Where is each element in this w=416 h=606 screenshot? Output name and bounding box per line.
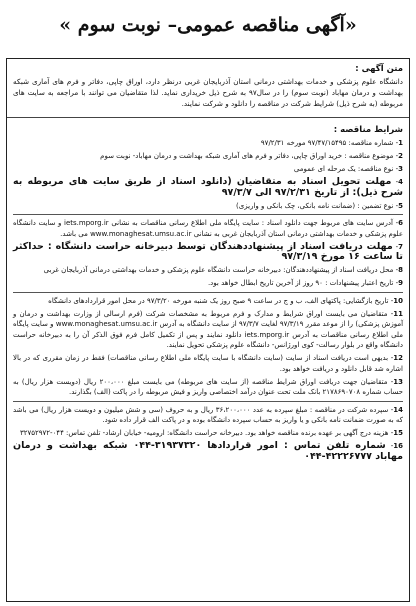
condition-item: 8- محل دریافت اسناد از پیشنهاددهندگان: دبیرخانه حراست دانشگاه علوم پزشکی و خدمات بهداشتی درمانی آذربایجان غربی: [43, 266, 403, 274]
condition-item: 7- مهلت دریافت اسناد از پیشنهاددهندگان توسط دبیرخانه حراست دانشگاه : حداکثر تا ساعت ۱۶ مورخ ۹۷/۳/۱۹: [13, 240, 403, 262]
intro-header: متن آگهی :: [355, 64, 403, 74]
divider: [13, 214, 403, 215]
condition-item: 9- تاریخ اعتبار پیشنهادات : ۹۰ روز از آخرین تاریخ ابطال خواهد بود.: [207, 279, 403, 287]
notice-frame: [6, 58, 410, 602]
condition-item: 13- متقاضیان جهت دریافت اوراق شرایط مناقصه (از سایت های مربوطه) می بایست مبلغ ۲۰۰،۰۰۰ ریال (دویست هزار ریال) به حساب شماره ۲۱۷۸۶۹۰۷۰۸ بانک ملت تحت عنوان درآمد اختصاصی واریز و فیش مربوطه را در پاکت (الف) بگذارند.: [13, 377, 403, 396]
condition-item: 5- نوع تضمین : (ضمانت نامه بانکی، چک بانکی و واریزی): [236, 201, 403, 210]
intro-text: دانشگاه علوم پزشکی و خدمات بهداشتی درمانی استان آذربایجان غربی درنظر دارد، اوراق چاپی، دفاتر و فرم های آماری شبکه بهداشت و درمان مهاباد (نوبت سوم) را در سال۹۷ به شرح ذیل خریداری نماید. لذا متقاضیان می توانند با مراجعه به سایت های مربوطه (به شرح ذیل) شرایط شرکت در مناقصه را دانلود و شرکت نمایند.: [13, 77, 403, 108]
condition-item: 10- تاریخ بازگشایی: پاکتهای الف، ب و ج در ساعت ۹ صبح روز یک شنبه مورخه ۹۷/۳/۲۰ در محل امور قراردادهای دانشگاه: [48, 296, 403, 305]
condition-item: 2- موضوع مناقصه : خرید اوراق چاپی، دفاتر و فرم های آماری شبکه بهداشت و درمان مهاباد- نوبت سوم: [100, 152, 403, 160]
divider: [13, 401, 403, 402]
condition-item: 14- سپرده شرکت در مناقصه : مبلغ سپرده به عدد ۳۶،۲۰۰،۰۰۰ ریال و به حروف (سی و شش میلیون و دویست هزار ریال) می باشد که به صورت ضمانت نامه بانکی و یا واریز به حساب سپرده دانشگاه بوده و در پاکت الف قرار داده شود.: [13, 405, 403, 424]
condition-item: 3- نوع مناقصه: یک مرحله ای عمومی: [293, 165, 403, 173]
condition-item: 1- شماره مناقصه: ۹۷/۴۷/۱۵۴۹۵ مورخه ۹۷/۲/۳۱: [260, 139, 403, 147]
condition-item: 6- آدرس سایت های مربوط جهت دانلود اسناد : سایت پایگاه ملی اطلاع رسانی مناقصات به نشانی iets.mporg.ir و سایت دانشگاه علوم پزشکی و خدمات بهداشتی درمانی استان آذربایجان غربی به نشانی www.monaghesat.umsu.ac.ir می باشد.: [13, 219, 403, 238]
conditions-header: شرایط مناقصه :: [7, 117, 409, 138]
condition-item: 15- هزینه درج آگهی بر عهده برنده مناقصه خواهد بود. دبیرخانه حراست دانشگاه: ارومیه- خیابان ارشاد- تلفن تماس: ۰۴۴-۳۲۷۵۲۹۷۲: [19, 429, 403, 437]
conditions-list: [7, 138, 409, 462]
notice-title: « آگهی مناقصه عمومی– نوبت سوم»: [59, 14, 357, 36]
condition-item: 12- بدیهی است دریافت اسناد از سایت (سایت دانشگاه با سایت پایگاه ملی اطلاع رسانی مناقصات) فقط در زمان مقرری که در بالا اشاره شد قابل دانلود و دریافت خواهد بود.: [13, 354, 403, 373]
condition-item: 11- متقاضیان می بایست اوراق شرایط و مدارک و فرم مربوط به مشخصات شرکت (فرم ارسالی از وزارت بهداشت و درمان و آموزش پزشکی) را از موعد مقرر ۹۷/۳/۱۹ لغایت ۹۷/۳/۷ از سایت دانشگاه به آدرس www.monaghesat.umsu.ac.ir و سایت پایگاه ملی اطلاع رسانی مناقصات به آدرس iets.mporg.ir دانلود نمایند و پس از تکمیل کامل فرم فوق الذکر آن را به دبیرخانه حراست دانشگاه واقع در بلوار رسالت- کوی اورژانس- دانشگاه علوم پزشکی تحویل نمایند.: [13, 309, 404, 349]
condition-item: 16- شماره تلفن تماس : امور قراردادها ۳۱۹۳۷۳۲۰-۰۴۴ شبکه بهداشت و درمان مهاباد ۴۲۲۲۶۷۷۷-۰۴۴: [13, 440, 403, 462]
divider: [13, 292, 403, 293]
condition-item: 4- مهلت تحویل اسناد به متقاضیان (دانلود اسناد از طریق سایت های مربوطه به شرح ذیل): از تاریخ ۹۷/۲/۳۱ الی ۹۷/۳/۷: [13, 176, 403, 198]
